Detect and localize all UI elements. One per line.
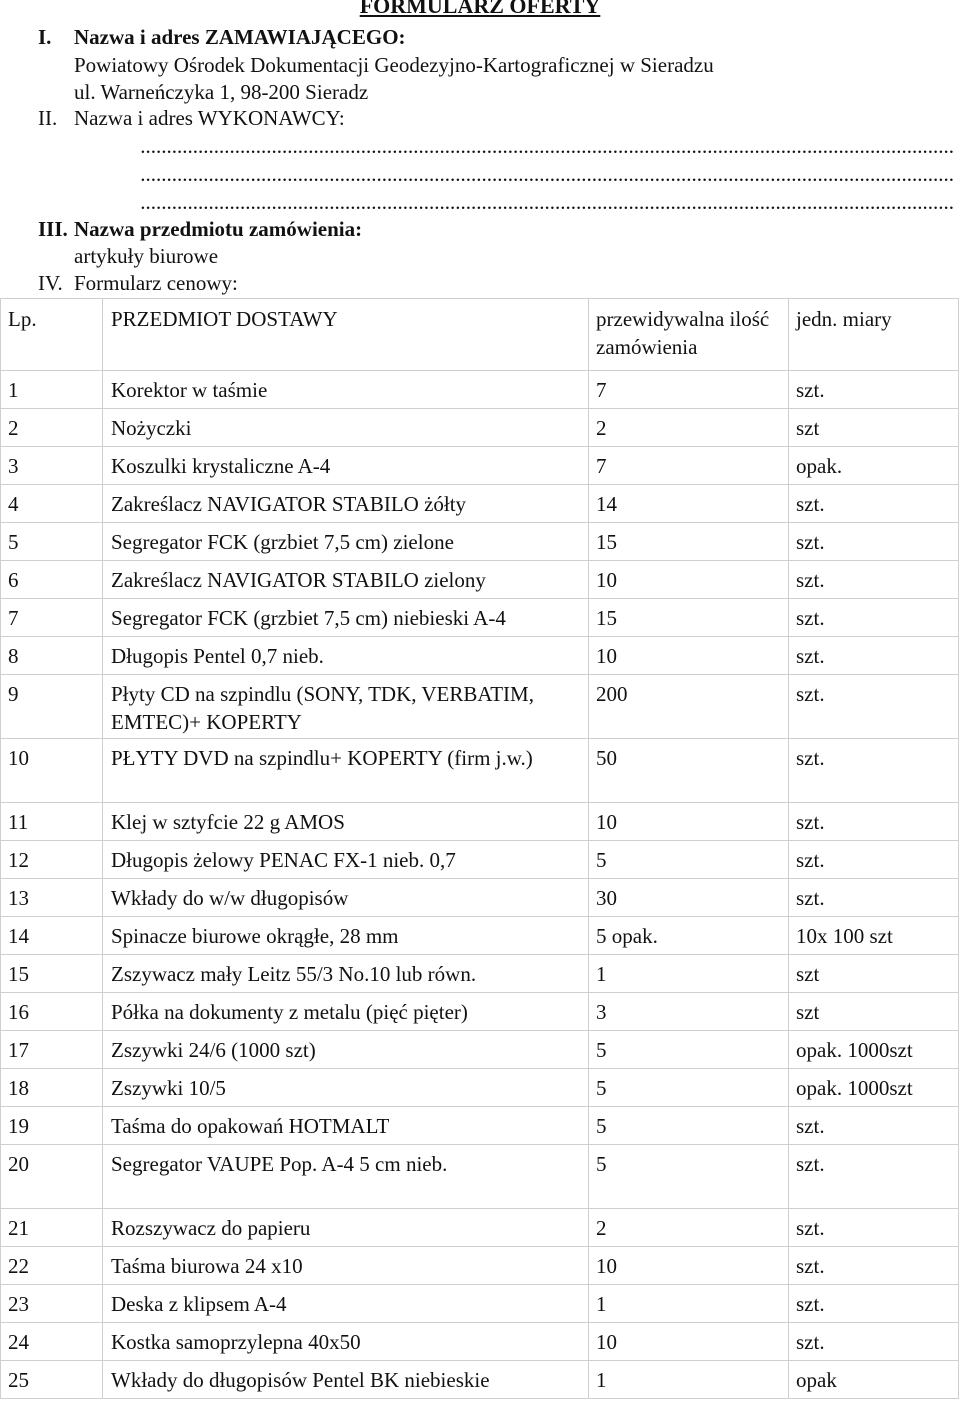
cell-item: Zszywacz mały Leitz 55/3 No.10 lub równ. [103, 955, 589, 993]
cell-unit: opak. 1000szt [789, 1031, 959, 1069]
cell-qty: 200 [589, 675, 789, 739]
cell-item: PŁYTY DVD na szpindlu+ KOPERTY (firm j.w.) [103, 739, 589, 803]
section-contractor [38, 105, 345, 131]
cell-qty: 50 [589, 739, 789, 803]
table-row [1, 1069, 959, 1107]
table-row [1, 447, 959, 485]
header-lp: Lp. [1, 299, 103, 371]
table-header-row [1, 299, 959, 371]
cell-item: Długopis żelowy PENAC FX-1 nieb. 0,7 [103, 841, 589, 879]
ordering-party-address: ul. Warneńczyka 1, 98-200 Sieradz [74, 80, 369, 104]
cell-unit: szt. [789, 675, 959, 739]
section-price-form [38, 270, 238, 296]
cell-item: Segregator VAUPE Pop. A-4 5 cm nieb. [103, 1145, 589, 1209]
cell-item: Deska z klipsem A-4 [103, 1285, 589, 1323]
cell-unit: szt [789, 955, 959, 993]
cell-lp: 16 [1, 993, 103, 1031]
cell-unit: szt. [789, 1323, 959, 1361]
cell-qty: 7 [589, 447, 789, 485]
price-table [0, 298, 959, 1399]
cell-item: Wkłady do długopisów Pentel BK niebieskie [103, 1361, 589, 1399]
cell-unit: opak. [789, 447, 959, 485]
table-row [1, 409, 959, 447]
cell-item: Półka na dokumenty z metalu (pięć pięter) [103, 993, 589, 1031]
section-heading: Nazwa przedmiotu zamówienia: [74, 217, 363, 241]
cell-lp: 4 [1, 485, 103, 523]
table-row [1, 371, 959, 409]
cell-unit: 10x 100 szt [789, 917, 959, 955]
cell-unit: szt. [789, 637, 959, 675]
cell-lp: 11 [1, 803, 103, 841]
cell-unit: szt [789, 409, 959, 447]
cell-lp: 22 [1, 1247, 103, 1285]
cell-item: Wkłady do w/w długopisów [103, 879, 589, 917]
cell-item: Kostka samoprzylepna 40x50 [103, 1323, 589, 1361]
cell-unit: szt. [789, 879, 959, 917]
cell-qty: 5 [589, 1031, 789, 1069]
cell-item: Korektor w taśmie [103, 371, 589, 409]
cell-item: Taśma biurowa 24 x10 [103, 1247, 589, 1285]
cell-qty: 3 [589, 993, 789, 1031]
cell-item: Długopis Pentel 0,7 nieb. [103, 637, 589, 675]
cell-item: Segregator FCK (grzbiet 7,5 cm) niebieski A-4 [103, 599, 589, 637]
cell-lp: 15 [1, 955, 103, 993]
cell-qty: 2 [589, 1209, 789, 1247]
cell-lp: 25 [1, 1361, 103, 1399]
table-row [1, 561, 959, 599]
cell-unit: szt. [789, 1145, 959, 1209]
cell-lp: 12 [1, 841, 103, 879]
header-unit: jedn. miary [789, 299, 959, 371]
cell-lp: 24 [1, 1323, 103, 1361]
table-row [1, 955, 959, 993]
cell-lp: 5 [1, 523, 103, 561]
table-row [1, 993, 959, 1031]
cell-qty: 30 [589, 879, 789, 917]
cell-qty: 15 [589, 523, 789, 561]
table-row [1, 637, 959, 675]
cell-qty: 15 [589, 599, 789, 637]
cell-qty: 5 opak. [589, 917, 789, 955]
ordering-party-name: Powiatowy Ośrodek Dokumentacji Geodezyjno-Kartograficznej w Sieradzu [74, 53, 714, 77]
section-number: IV. [38, 271, 63, 295]
cell-qty: 1 [589, 1285, 789, 1323]
cell-lp: 20 [1, 1145, 103, 1209]
cell-item: Zszywki 10/5 [103, 1069, 589, 1107]
contractor-fill-line[interactable]: ........................................................................................................................................................... [140, 192, 954, 212]
cell-qty: 14 [589, 485, 789, 523]
cell-unit: szt. [789, 523, 959, 561]
table-row [1, 1107, 959, 1145]
cell-unit: szt. [789, 485, 959, 523]
cell-unit: szt. [789, 371, 959, 409]
cell-qty: 5 [589, 841, 789, 879]
cell-qty: 10 [589, 637, 789, 675]
table-row [1, 485, 959, 523]
cell-unit: szt. [789, 1247, 959, 1285]
cell-unit: szt. [789, 1209, 959, 1247]
table-row [1, 803, 959, 841]
cell-unit: szt. [789, 1107, 959, 1145]
cell-lp: 21 [1, 1209, 103, 1247]
section-number: III. [38, 217, 68, 241]
page-title: FORMULARZ OFERTY [359, 0, 601, 18]
cell-qty: 10 [589, 803, 789, 841]
cell-item: Segregator FCK (grzbiet 7,5 cm) zielone [103, 523, 589, 561]
cell-item: Rozszywacz do papieru [103, 1209, 589, 1247]
cell-item: Koszulki krystaliczne A-4 [103, 447, 589, 485]
cell-qty: 5 [589, 1145, 789, 1209]
cell-lp: 23 [1, 1285, 103, 1323]
table-row [1, 739, 959, 803]
cell-qty: 10 [589, 1323, 789, 1361]
section-heading: Nazwa i adres ZAMAWIAJĄCEGO: [74, 25, 406, 49]
cell-lp: 8 [1, 637, 103, 675]
cell-unit: szt. [789, 739, 959, 803]
cell-lp: 17 [1, 1031, 103, 1069]
contractor-fill-line[interactable]: ........................................................................................................................................................... [140, 164, 954, 184]
cell-qty: 10 [589, 1247, 789, 1285]
cell-lp: 9 [1, 675, 103, 739]
cell-unit: opak [789, 1361, 959, 1399]
cell-lp: 3 [1, 447, 103, 485]
section-subject [38, 216, 362, 242]
table-row [1, 879, 959, 917]
contractor-fill-line[interactable]: ........................................................................................................................................................... [140, 136, 954, 156]
table-row [1, 1031, 959, 1069]
cell-lp: 1 [1, 371, 103, 409]
cell-unit: szt. [789, 1285, 959, 1323]
cell-unit: szt. [789, 841, 959, 879]
cell-unit: szt. [789, 561, 959, 599]
table-row [1, 675, 959, 739]
header-item: PRZEDMIOT DOSTAWY [103, 299, 589, 371]
cell-item: Zakreślacz NAVIGATOR STABILO zielony [103, 561, 589, 599]
table-row [1, 1323, 959, 1361]
table-row [1, 1209, 959, 1247]
table-row [1, 917, 959, 955]
section-number: II. [38, 106, 58, 130]
table-row [1, 1145, 959, 1209]
cell-item: Spinacze biurowe okrągłe, 28 mm [103, 917, 589, 955]
cell-qty: 1 [589, 955, 789, 993]
header-qty: przewidywalna ilość zamówienia [589, 299, 789, 371]
cell-unit: szt. [789, 803, 959, 841]
cell-qty: 5 [589, 1107, 789, 1145]
cell-lp: 19 [1, 1107, 103, 1145]
cell-qty: 10 [589, 561, 789, 599]
cell-qty: 2 [589, 409, 789, 447]
section-ordering-party [38, 24, 406, 50]
cell-qty: 1 [589, 1361, 789, 1399]
cell-lp: 13 [1, 879, 103, 917]
section-heading: Nazwa i adres WYKONAWCY: [74, 106, 345, 130]
table-row [1, 1247, 959, 1285]
subject-value: artykuły biurowe [74, 244, 219, 268]
cell-item: Płyty CD na szpindlu (SONY, TDK, VERBATIM, EMTEC)+ KOPERTY [103, 675, 589, 739]
cell-unit: szt. [789, 599, 959, 637]
cell-item: Klej w sztyfcie 22 g AMOS [103, 803, 589, 841]
cell-item: Zakreślacz NAVIGATOR STABILO żółty [103, 485, 589, 523]
cell-lp: 10 [1, 739, 103, 803]
cell-item: Nożyczki [103, 409, 589, 447]
cell-item: Zszywki 24/6 (1000 szt) [103, 1031, 589, 1069]
section-number: I. [38, 25, 52, 49]
cell-qty: 7 [589, 371, 789, 409]
table-row [1, 599, 959, 637]
cell-unit: opak. 1000szt [789, 1069, 959, 1107]
cell-lp: 14 [1, 917, 103, 955]
cell-unit: szt [789, 993, 959, 1031]
table-row [1, 1285, 959, 1323]
cell-lp: 2 [1, 409, 103, 447]
cell-lp: 6 [1, 561, 103, 599]
table-row [1, 841, 959, 879]
cell-item: Taśma do opakowań HOTMALT [103, 1107, 589, 1145]
section-heading: Formularz cenowy: [74, 271, 238, 295]
cell-lp: 7 [1, 599, 103, 637]
cell-qty: 5 [589, 1069, 789, 1107]
cell-lp: 18 [1, 1069, 103, 1107]
table-row [1, 1361, 959, 1399]
table-row [1, 523, 959, 561]
